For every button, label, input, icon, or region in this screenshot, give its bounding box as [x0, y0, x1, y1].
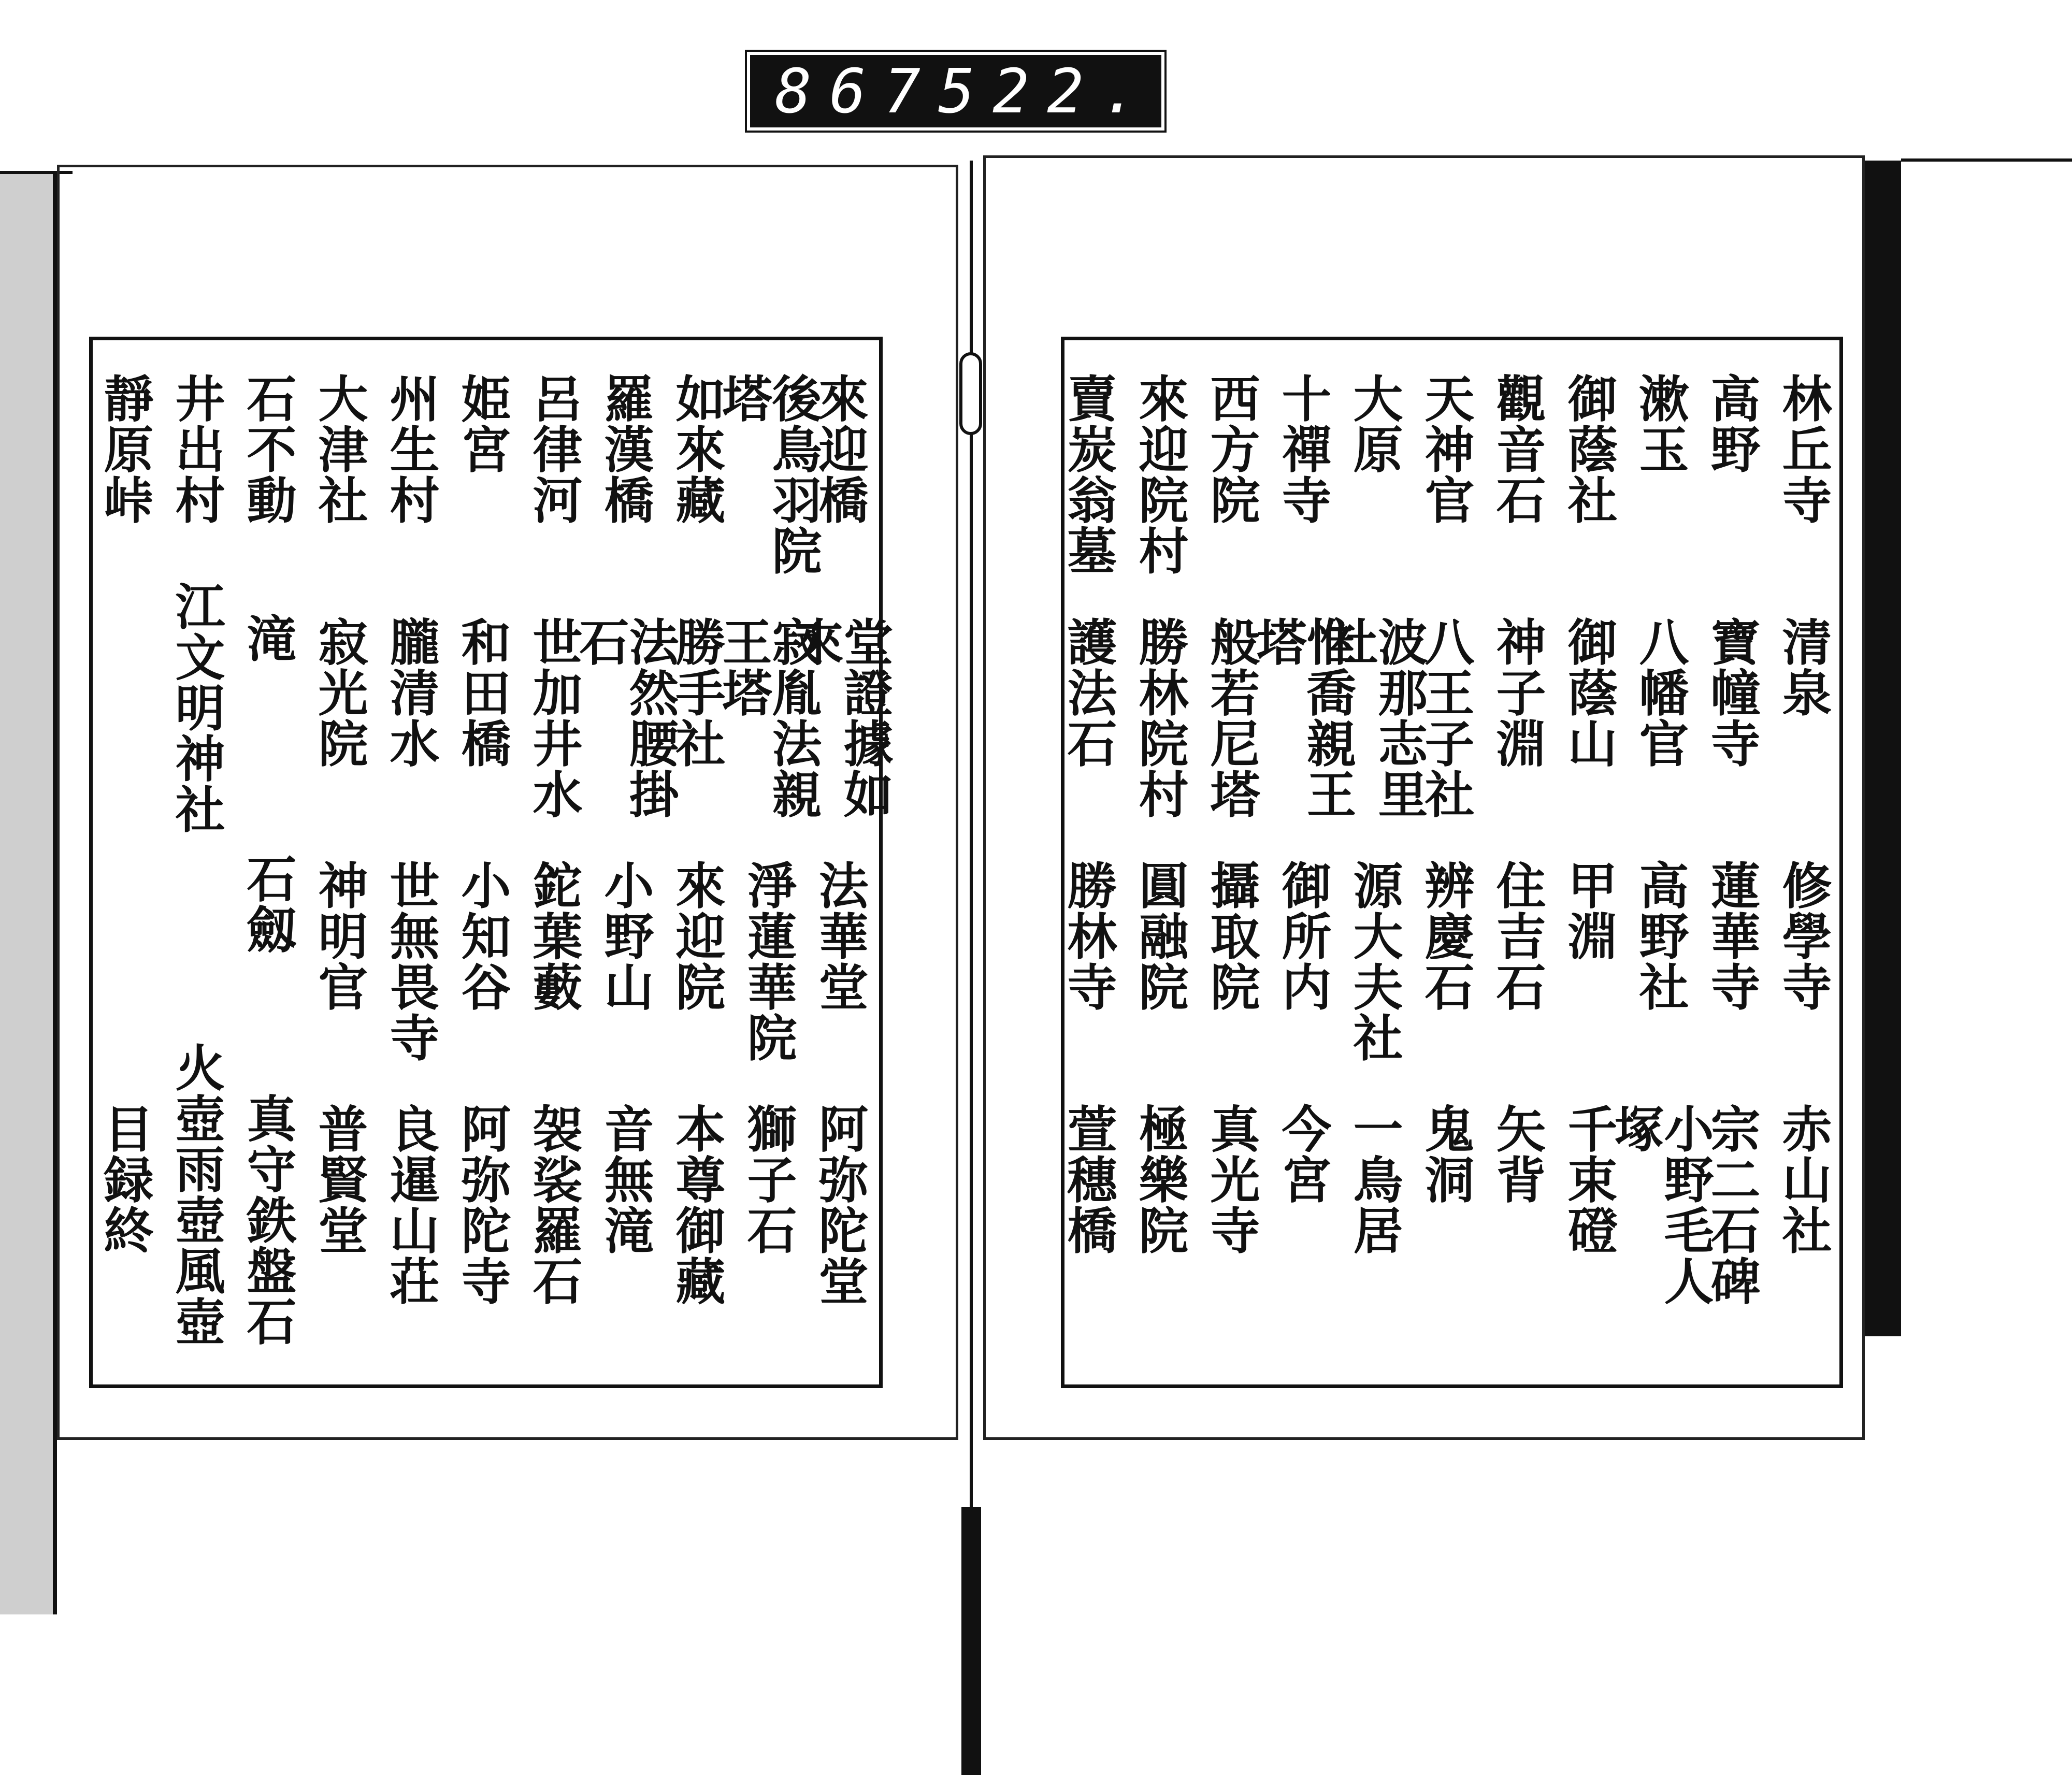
left-page-table-of-contents	[96, 373, 894, 1347]
toc-entry: 本尊御藏	[668, 1103, 726, 1306]
toc-slot	[1345, 373, 1404, 616]
toc-entry: 呂律河	[525, 373, 583, 525]
toc-entry: 井出村	[167, 373, 226, 525]
toc-entry: 小野毛人塚	[1606, 1103, 1715, 1306]
toc-entry: 千束磴	[1560, 1103, 1618, 1256]
toc-entry: 大原	[1345, 373, 1404, 474]
toc-slot	[1560, 860, 1618, 1103]
toc-slot	[453, 860, 512, 1103]
toc-slot	[1631, 860, 1690, 1103]
toc-entry: 赤山社	[1774, 1103, 1833, 1256]
toc-slot	[96, 1103, 154, 1347]
toc-entry: 神子淵	[1488, 616, 1547, 769]
toc-column	[161, 373, 232, 1347]
toc-entry: 天神官	[1417, 373, 1475, 525]
toc-slot	[1274, 860, 1332, 1103]
toc-entry: 宗二石碑	[1703, 1103, 1761, 1306]
toc-entry: 矢背	[1488, 1103, 1547, 1205]
toc-entry: 攝取院	[1202, 860, 1261, 1012]
toc-entry: 淨蓮華院	[739, 860, 798, 1063]
toc-slot	[1131, 616, 1189, 860]
toc-entry: 江文明神社	[167, 581, 226, 834]
toc-slot	[1488, 373, 1547, 616]
toc-column	[1053, 373, 1124, 1347]
toc-slot	[1345, 860, 1404, 1103]
toc-entry: 袈裟羅石	[525, 1103, 583, 1306]
toc-slot	[525, 373, 583, 616]
toc-entry: 甲淵	[1560, 860, 1618, 961]
toc-entry: 林丘寺	[1774, 373, 1833, 525]
toc-entry: 小野山	[596, 860, 655, 1012]
toc-slot	[1274, 373, 1332, 616]
toc-slot	[668, 860, 726, 1103]
toc-slot	[1703, 616, 1761, 860]
toc-entry: 寂胤法親王塔	[714, 616, 823, 819]
toc-entry: 小知谷	[453, 860, 512, 1012]
toc-entry: 鬼洞	[1417, 1103, 1475, 1205]
toc-slot	[382, 860, 440, 1103]
toc-slot	[310, 1103, 369, 1347]
toc-slot	[1059, 616, 1118, 860]
toc-entry: 寶幢寺	[1703, 616, 1761, 769]
toc-column	[1124, 373, 1196, 1347]
toc-slot	[811, 373, 869, 616]
toc-entry: 神明官	[310, 860, 369, 1012]
toc-entry: 住吉石	[1488, 860, 1547, 1012]
toc-entry: 來迎院村	[1131, 373, 1189, 576]
toc-column	[375, 373, 447, 1347]
toc-entry: 和田橋	[453, 616, 512, 769]
toc-entry: 萱穗橋	[1059, 1103, 1118, 1256]
left-page-edge	[0, 171, 57, 1614]
toc-entry: 賣炭翁墓	[1059, 373, 1118, 576]
toc-entry: 世無畏寺	[382, 860, 440, 1063]
toc-entry: 高野	[1703, 373, 1761, 474]
toc-slot	[1488, 1103, 1547, 1347]
toc-slot	[1131, 1103, 1189, 1347]
toc-slot	[1202, 860, 1261, 1103]
toc-slot	[811, 1103, 869, 1347]
toc-entry: 寂光院	[310, 616, 369, 769]
toc-slot	[1703, 1103, 1761, 1347]
toc-slot	[1417, 1103, 1475, 1347]
toc-entry: 今宮	[1274, 1103, 1332, 1205]
toc-slot	[596, 373, 655, 616]
toc-column	[786, 373, 894, 1347]
toc-column	[518, 373, 589, 1347]
toc-slot	[525, 860, 583, 1103]
toc-slot	[1202, 1103, 1261, 1347]
toc-slot	[1202, 373, 1261, 616]
toc-slot	[596, 1103, 655, 1347]
toc-slot	[382, 616, 440, 860]
spine-knot	[959, 352, 982, 435]
toc-entry: 羅漢橋	[596, 373, 655, 525]
spine-tassel	[961, 1507, 981, 1775]
toc-slot	[739, 1103, 798, 1347]
catalog-number-right: 522.	[938, 55, 1156, 127]
toc-entry: 波那志里社	[1320, 616, 1429, 819]
toc-slot	[96, 373, 154, 616]
toc-column	[1320, 373, 1429, 1347]
toc-slot	[310, 616, 369, 860]
catalog-number-left: 867	[775, 55, 939, 127]
toc-entry: 清泉	[1774, 616, 1833, 718]
toc-entry: 一鳥居	[1345, 1103, 1404, 1256]
toc-slot	[167, 581, 226, 834]
toc-slot	[714, 373, 823, 616]
toc-slot	[239, 373, 297, 613]
toc-entry: 辨慶石	[1417, 860, 1475, 1012]
toc-slot	[1417, 860, 1475, 1103]
toc-entry: 護法石	[1059, 616, 1118, 769]
toc-entry: 惟喬親王塔	[1249, 616, 1357, 819]
toc-entry: 真光寺	[1202, 1103, 1261, 1256]
toc-slot	[382, 373, 440, 616]
toc-slot	[1417, 616, 1475, 860]
toc-entry: 真守鉄盤石	[239, 1092, 297, 1347]
book-spine	[958, 161, 983, 1614]
toc-slot	[1774, 616, 1833, 860]
toc-slot	[453, 1103, 512, 1347]
toc-entry: 朧清水	[382, 616, 440, 769]
toc-entry: 西方院	[1202, 373, 1261, 525]
toc-column	[1481, 373, 1553, 1347]
toc-entry: 般若尼塔	[1202, 616, 1261, 819]
toc-slot	[786, 616, 894, 860]
right-page-table-of-contents	[1059, 373, 1839, 1347]
toc-entry: 修學寺	[1774, 860, 1833, 1012]
toc-slot	[739, 860, 798, 1103]
toc-entry: 普賢堂	[310, 1103, 369, 1256]
toc-entry: 觀音石	[1488, 373, 1547, 525]
toc-entry: 後鳥羽院塔	[714, 373, 823, 576]
toc-slot	[525, 1103, 583, 1347]
toc-slot	[1274, 1103, 1332, 1347]
toc-slot	[1631, 616, 1690, 860]
toc-entry: 世加井水	[525, 616, 583, 819]
toc-slot	[1606, 1103, 1715, 1347]
toc-entry: 漱玉	[1631, 373, 1690, 474]
top-rule-right	[1901, 158, 2072, 162]
toc-entry: 法然腰掛石	[571, 616, 680, 819]
toc-column	[1196, 373, 1267, 1347]
toc-entry: 目録終	[96, 1103, 154, 1256]
toc-entry: 極樂院	[1131, 1103, 1189, 1256]
toc-entry: 來迎橋	[811, 373, 869, 525]
toc-entry: 十禪寺	[1274, 373, 1332, 525]
toc-slot	[1703, 373, 1761, 616]
toc-slot	[596, 860, 655, 1103]
toc-entry: 圓融院	[1131, 860, 1189, 1012]
toc-slot	[1059, 860, 1118, 1103]
toc-entry: 法華堂	[811, 860, 869, 1012]
toc-slot	[1131, 373, 1189, 616]
toc-slot	[1560, 616, 1618, 860]
toc-slot	[1131, 860, 1189, 1103]
toc-slot	[668, 1103, 726, 1347]
toc-slot	[453, 373, 512, 616]
toc-column	[304, 373, 375, 1347]
toc-column	[232, 373, 304, 1347]
toc-slot	[1059, 373, 1118, 616]
toc-column	[1606, 373, 1715, 1347]
toc-entry: 源大夫社	[1345, 860, 1404, 1063]
toc-entry: 御所内	[1274, 860, 1332, 1012]
toc-column	[714, 373, 823, 1347]
toc-entry: 州生村	[382, 373, 440, 525]
toc-entry: 音無滝	[596, 1103, 655, 1256]
toc-slot	[1417, 373, 1475, 616]
toc-entry: 姫宮	[453, 373, 512, 474]
toc-entry: 勝林院村	[1131, 616, 1189, 819]
toc-entry: 八幡官	[1631, 616, 1690, 769]
toc-slot	[1774, 1103, 1833, 1347]
toc-column	[571, 373, 680, 1347]
toc-slot	[167, 373, 226, 581]
toc-entry: 高野社	[1631, 860, 1690, 1012]
toc-entry: 大津社	[310, 373, 369, 525]
toc-slot	[571, 616, 680, 860]
toc-entry: 靜原峠	[96, 373, 154, 525]
toc-column	[1410, 373, 1481, 1347]
toc-entry: 如來藏	[668, 373, 726, 525]
toc-slot	[1703, 860, 1761, 1103]
toc-entry: 御蔭社	[1560, 373, 1618, 525]
toc-entry: 八王子社	[1417, 616, 1475, 819]
toc-entry: 來迎院	[668, 860, 726, 1012]
toc-entry: 勝林寺	[1059, 860, 1118, 1012]
toc-slot	[239, 1092, 297, 1347]
toc-slot	[1774, 860, 1833, 1103]
toc-slot	[1488, 616, 1547, 860]
toc-entry: 勝手社	[668, 616, 726, 769]
toc-slot	[1560, 373, 1618, 616]
toc-slot	[1320, 616, 1429, 860]
toc-slot	[167, 1042, 226, 1347]
toc-entry: 火壺雨壺風壺	[167, 1042, 226, 1347]
toc-entry: 蓮華寺	[1703, 860, 1761, 1012]
catalog-number-label	[747, 52, 1164, 131]
toc-entry: 堂證據如來	[786, 616, 894, 819]
toc-entry: 石不動	[239, 373, 297, 525]
toc-slot	[382, 1103, 440, 1347]
toc-entry: 阿弥陀堂	[811, 1103, 869, 1306]
toc-entry: 獅子石	[739, 1103, 798, 1256]
toc-slot	[1774, 373, 1833, 616]
toc-slot	[453, 616, 512, 860]
toc-column	[1767, 373, 1839, 1347]
toc-column	[447, 373, 518, 1347]
toc-column	[1249, 373, 1357, 1347]
toc-slot	[1059, 1103, 1118, 1347]
right-page-edge	[1865, 161, 1901, 1336]
toc-slot	[239, 613, 297, 853]
toc-entry: 滝	[239, 613, 297, 664]
toc-entry: 御蔭山	[1560, 616, 1618, 769]
toc-slot	[1631, 373, 1690, 616]
toc-entry: 鉈葉藪	[525, 860, 583, 1012]
toc-slot	[310, 860, 369, 1103]
toc-entry: 石劔	[239, 853, 297, 955]
toc-slot	[1488, 860, 1547, 1103]
toc-entry: 良暹山荘	[382, 1103, 440, 1306]
toc-slot	[310, 373, 369, 616]
toc-slot	[239, 853, 297, 1093]
toc-column	[89, 373, 161, 1347]
toc-column	[1696, 373, 1767, 1347]
toc-entry: 阿弥陀寺	[453, 1103, 512, 1306]
toc-slot	[811, 860, 869, 1103]
toc-slot	[1345, 1103, 1404, 1347]
